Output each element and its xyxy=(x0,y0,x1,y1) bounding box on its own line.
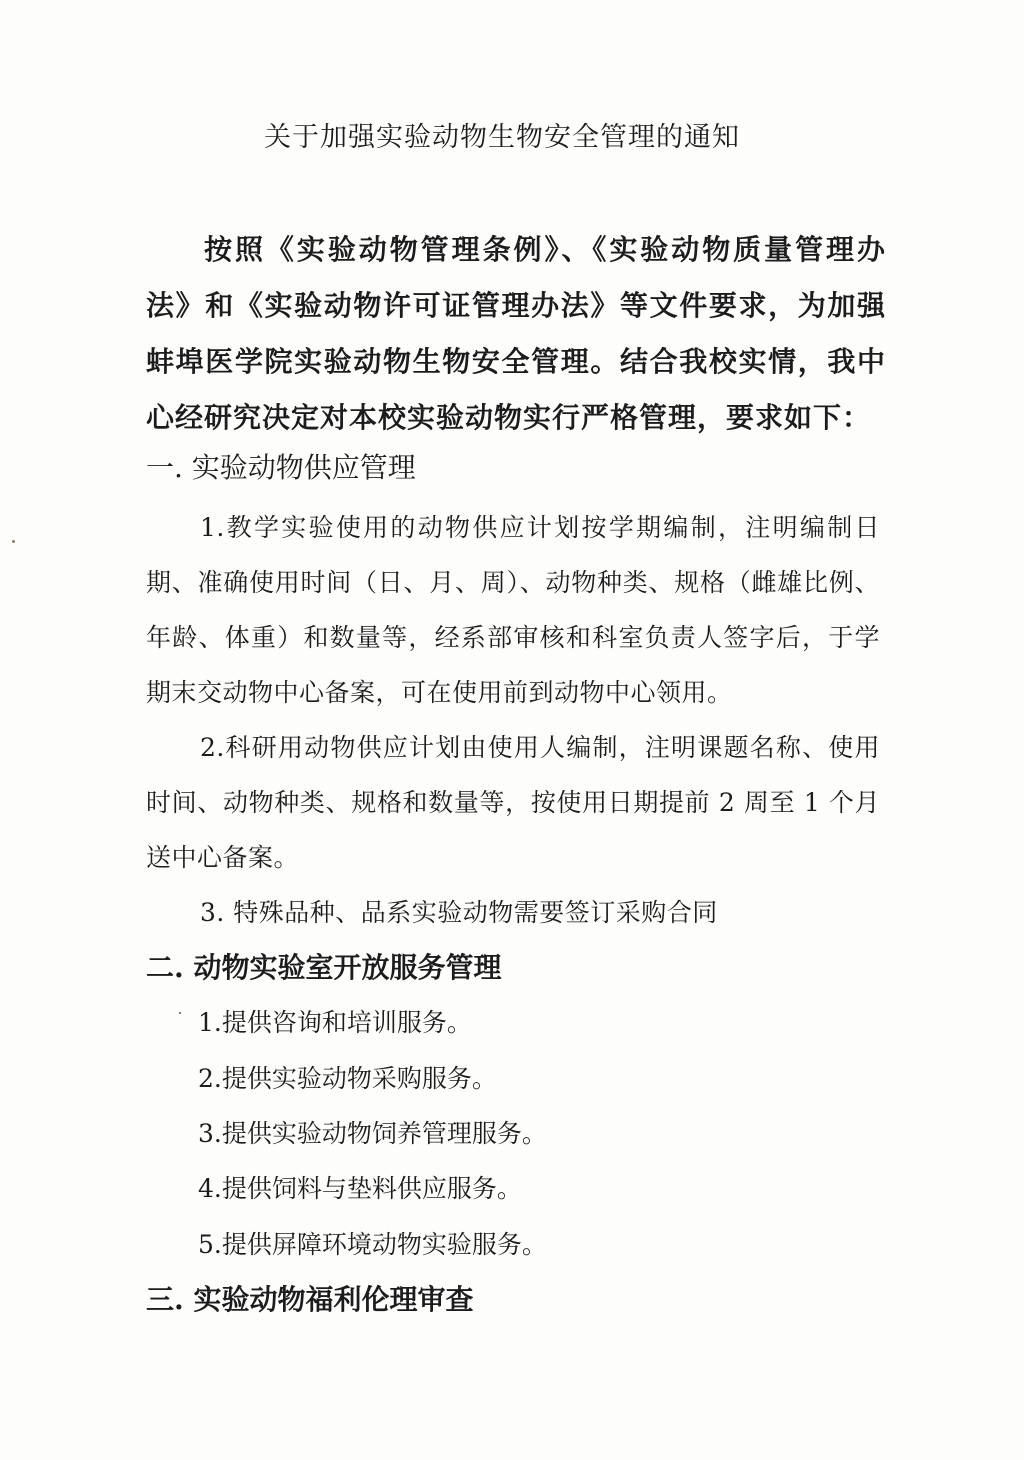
section-2-item-2: 2.提供实验动物采购服务。 xyxy=(198,1064,497,1093)
intro-paragraph: 按照《实验动物管理条例》、《实验动物质量管理办法》和《实验动物许可证管理办法》等文件要求，为加强蚌埠医学院实验动物生物安全管理。结合我校实情，我中心经研究决定对本校实验动物实行严格管理，要求如下： xyxy=(146,233,886,434)
scan-speck xyxy=(179,1012,181,1014)
section-2-item-5: 5.提供屏障环境动物实验服务。 xyxy=(198,1230,547,1259)
section-1-paragraph-1: 1.教学实验使用的动物供应计划按学期编制，注明编制日期、准确使用时间（日、月、周）、动物种类、规格（雌雄比例、年龄、体重）和数量等，经系部审核和科室负责人签字后，于学期末交动物中心备案，可在使用前到动物中心领用。 xyxy=(146,513,880,707)
document-title: 关于加强实验动物生物安全管理的通知 xyxy=(264,122,740,153)
section-2-item-3: 3.提供实验动物饲养管理服务。 xyxy=(198,1119,547,1148)
section-1-paragraph-2: 2.科研用动物供应计划由使用人编制，注明课题名称、使用时间、动物种类、规格和数量等，按使用日期提前 2 周至 1 个月送中心备案。 xyxy=(146,733,880,872)
section-2-heading: 二. 动物实验室开放服务管理 xyxy=(146,951,502,984)
section-1-heading: 一. 实验动物供应管理 xyxy=(146,451,416,484)
section-3-heading: 三. 实验动物福利伦理审查 xyxy=(146,1283,474,1316)
section-1-paragraph-3: 3. 特殊品种、品系实验动物需要签订采购合同 xyxy=(200,898,718,927)
section-2-item-4: 4.提供饲料与垫料供应服务。 xyxy=(198,1174,522,1203)
scan-speck xyxy=(12,540,15,543)
section-2-item-1: 1.提供咨询和培训服务。 xyxy=(198,1008,472,1037)
